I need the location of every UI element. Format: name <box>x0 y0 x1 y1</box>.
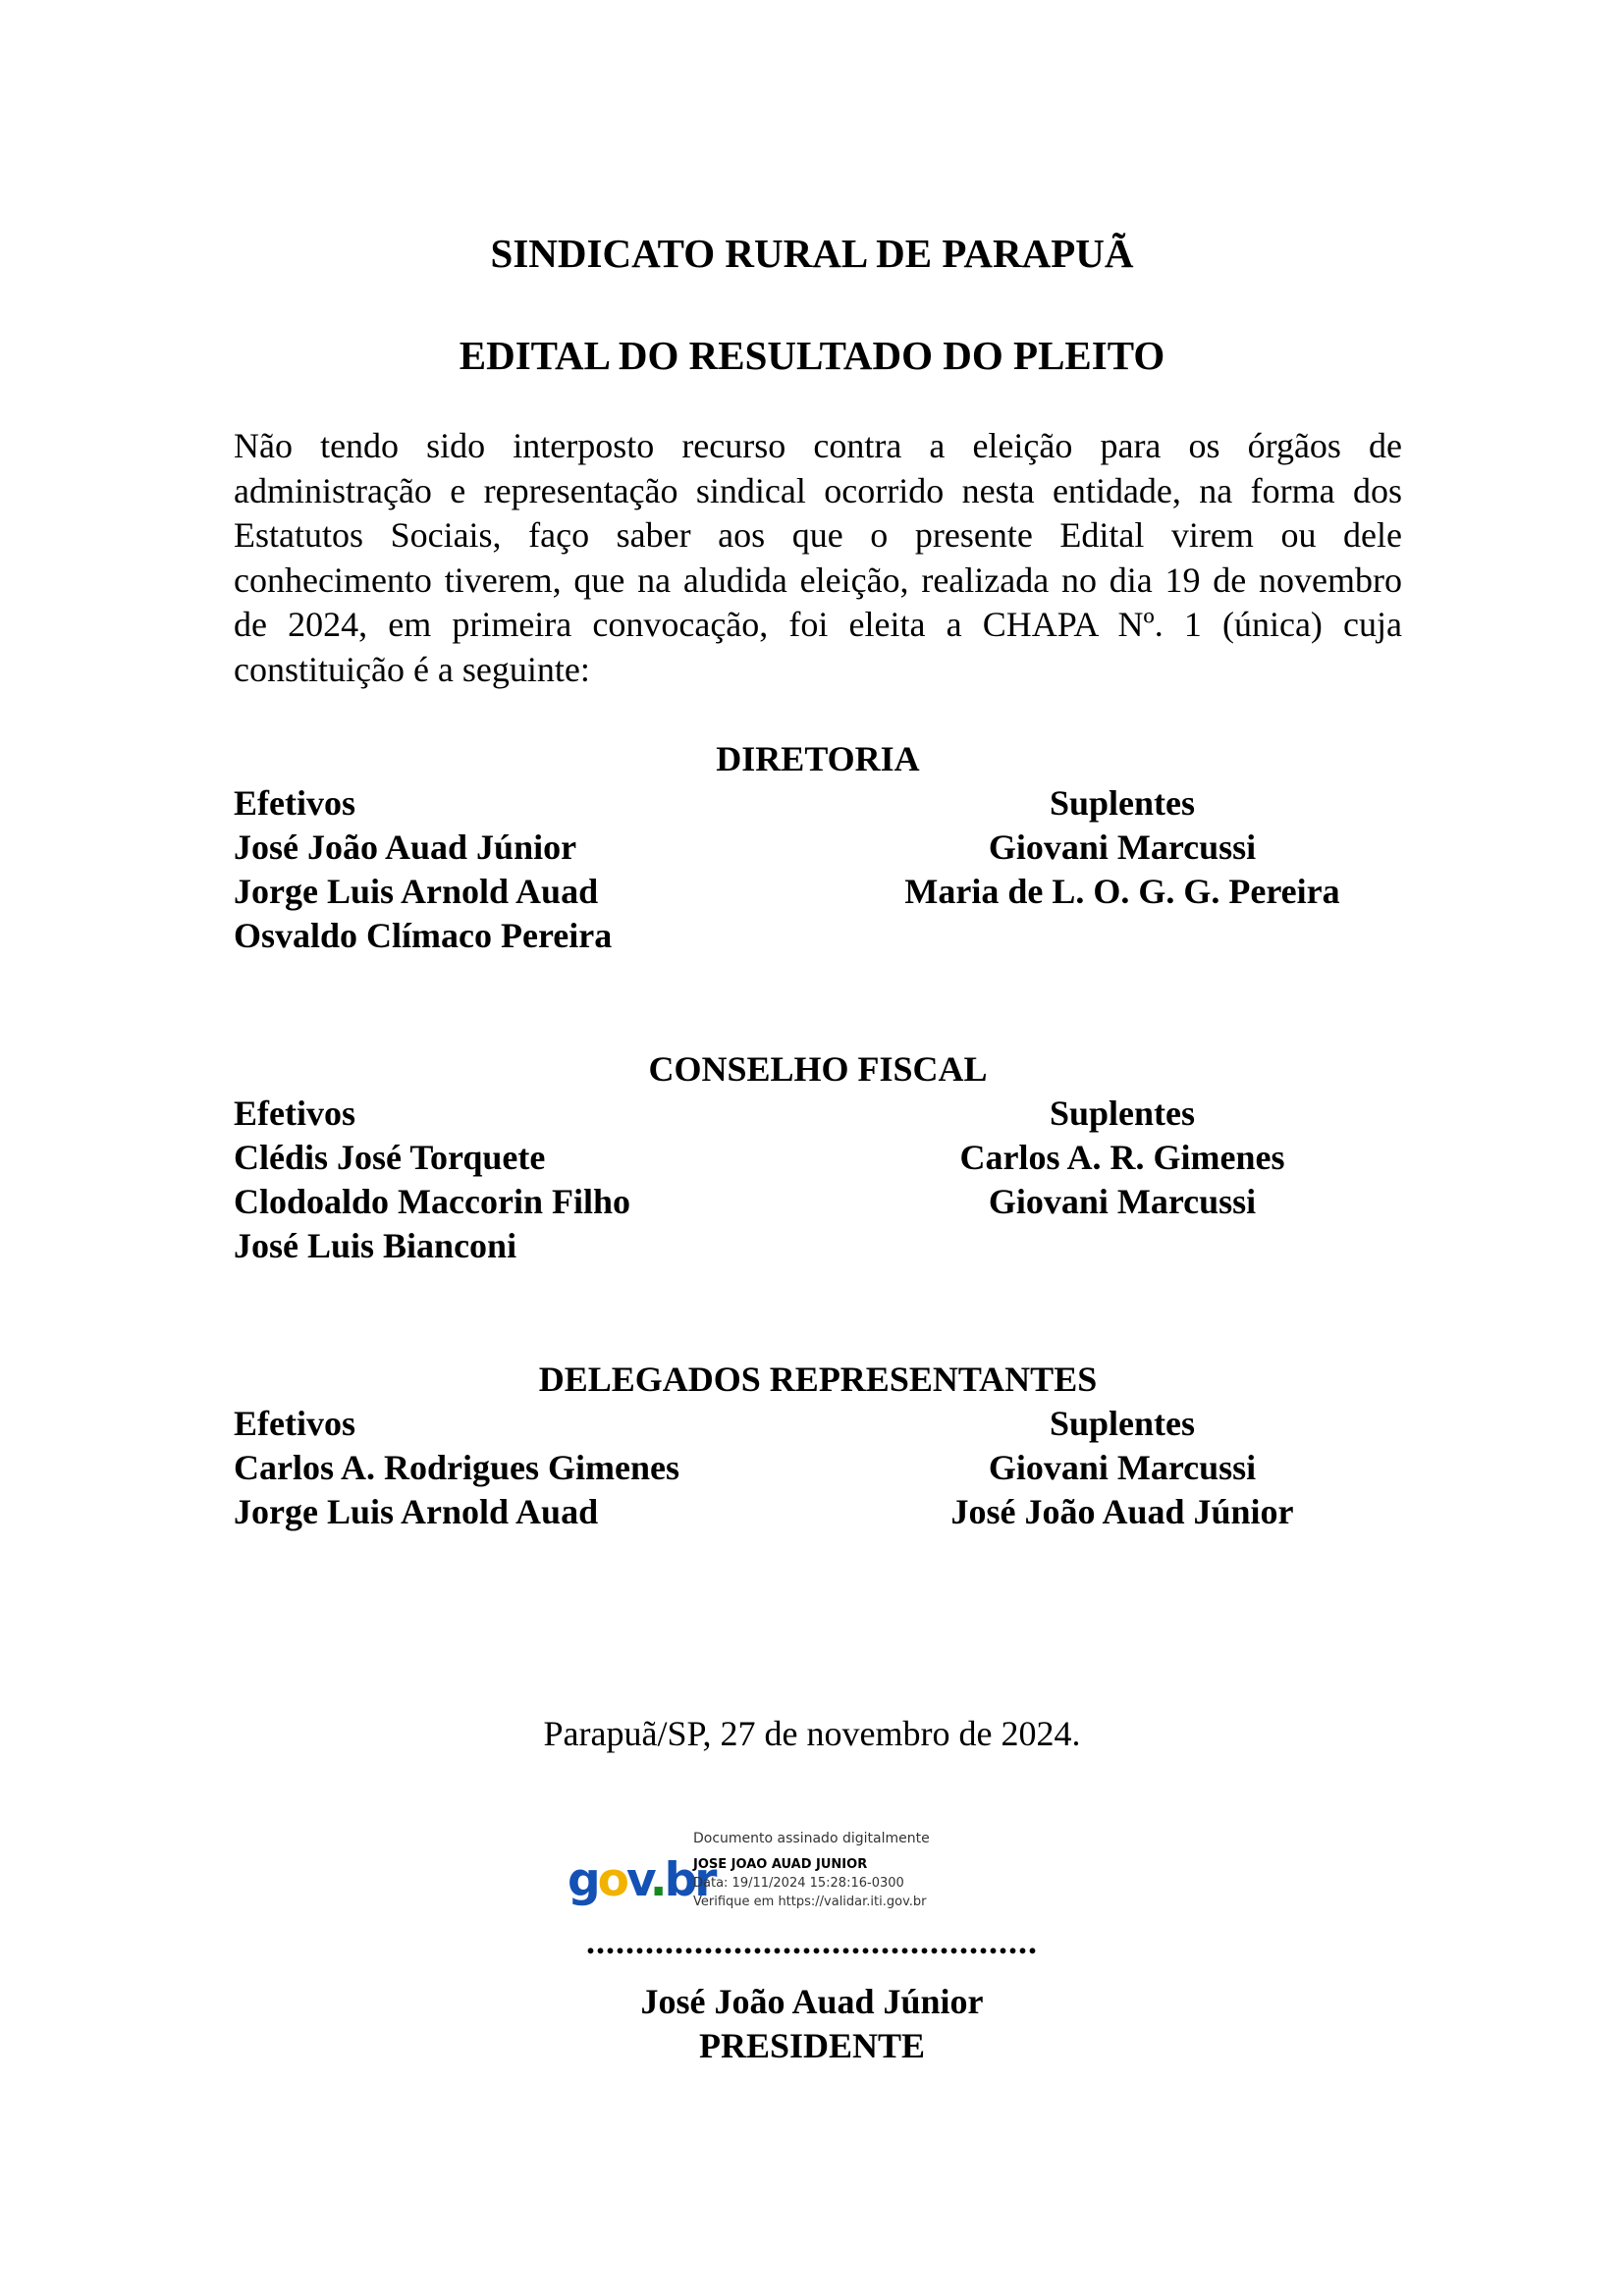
intro-line: novembro de 2024, em primeira convocação, foi eleita a CHAPA Nº. 1 <box>234 560 1402 644</box>
digital-signature-stamp <box>568 1830 980 1928</box>
efetivo-name: Jorge Luis Arnold Auad <box>234 1492 599 1531</box>
suplentes-header: Suplentes <box>1049 783 1196 823</box>
delegados-title: DELEGADOS REPRESENTANTES <box>538 1360 1098 1399</box>
signer-role: PRESIDENTE <box>698 2026 926 2065</box>
efetivo-name: Clédis José Torquete <box>234 1138 546 1177</box>
efetivos-header: Efetivos <box>234 783 355 823</box>
delegados-section <box>234 1358 1402 1534</box>
diretoria-title: DIRETORIA <box>716 739 920 778</box>
efetivo-name: Osvaldo Clímaco Pereira <box>234 916 613 955</box>
organization-title: SINDICATO RURAL DE PARAPUÃ <box>490 231 1134 276</box>
signer-name: José João Auad Júnior <box>640 1982 984 2021</box>
intro-line: conhecimento tiverem, que na aludida eleição, realizada no dia 19 de <box>234 560 1260 600</box>
govbr-logo: gov.br <box>568 1853 715 1907</box>
date-line: Parapuã/SP, 27 de novembro de 2024. <box>543 1714 1081 1753</box>
efetivos-header: Efetivos <box>234 1404 355 1443</box>
suplente-name: José João Auad Júnior <box>950 1492 1294 1531</box>
intro-paragraph <box>234 424 1402 692</box>
signature-header: Documento assinado digitalmente <box>693 1831 930 1846</box>
conselho-fiscal-title: CONSELHO FISCAL <box>648 1049 988 1089</box>
suplente-name: Giovani Marcussi <box>988 828 1257 867</box>
suplente-name: Carlos A. R. Gimenes <box>959 1138 1285 1177</box>
efetivo-name: José João Auad Júnior <box>234 828 577 867</box>
efetivo-name: Clodoaldo Maccorin Filho <box>234 1182 630 1221</box>
suplente-name: Giovani Marcussi <box>988 1448 1257 1487</box>
efetivo-name: Jorge Luis Arnold Auad <box>234 872 599 911</box>
suplentes-header: Suplentes <box>1049 1404 1196 1443</box>
suplente-name: Giovani Marcussi <box>988 1182 1257 1221</box>
diretoria-efetivos <box>234 781 842 958</box>
signature-verify-link[interactable]: Verifique em https://validar.iti.gov.br <box>693 1895 927 1909</box>
intro-line: (única) cuja constituição é a seguinte: <box>234 605 1402 689</box>
conselho-efetivos <box>234 1092 842 1268</box>
edital-title: EDITAL DO RESULTADO DO PLEITO <box>459 333 1165 378</box>
delegados-efetivos <box>234 1402 842 1534</box>
suplentes-header: Suplentes <box>1049 1094 1196 1133</box>
signature-name: JOSE JOAO AUAD JUNIOR <box>693 1857 868 1872</box>
intro-line: dos Estatutos Sociais, faço saber aos que o presente Edital virem ou dele <box>234 470 1402 555</box>
intro-line: administração e representação sindical ocorrido nesta entidade, na forma <box>234 470 1353 510</box>
conselho-fiscal-section <box>234 1047 1402 1268</box>
diretoria-section <box>234 737 1402 958</box>
diretoria-suplentes <box>842 781 1402 958</box>
signature-date: Data: 19/11/2024 15:28:16-0300 <box>693 1876 904 1891</box>
efetivo-name: Carlos A. Rodrigues Gimenes <box>234 1448 679 1487</box>
suplente-name: Maria de L. O. G. G. Pereira <box>904 872 1340 911</box>
signer-block <box>0 1980 1624 2068</box>
efetivos-header: Efetivos <box>234 1094 355 1133</box>
intro-line: Não tendo sido interposto recurso contra a eleição para os órgãos de <box>234 426 1402 465</box>
efetivo-name: José Luis Bianconi <box>234 1226 517 1265</box>
conselho-suplentes <box>842 1092 1402 1268</box>
delegados-suplentes <box>842 1402 1402 1534</box>
signature-line: .............................................. <box>586 1922 1038 1961</box>
signature-details <box>693 1830 930 1911</box>
